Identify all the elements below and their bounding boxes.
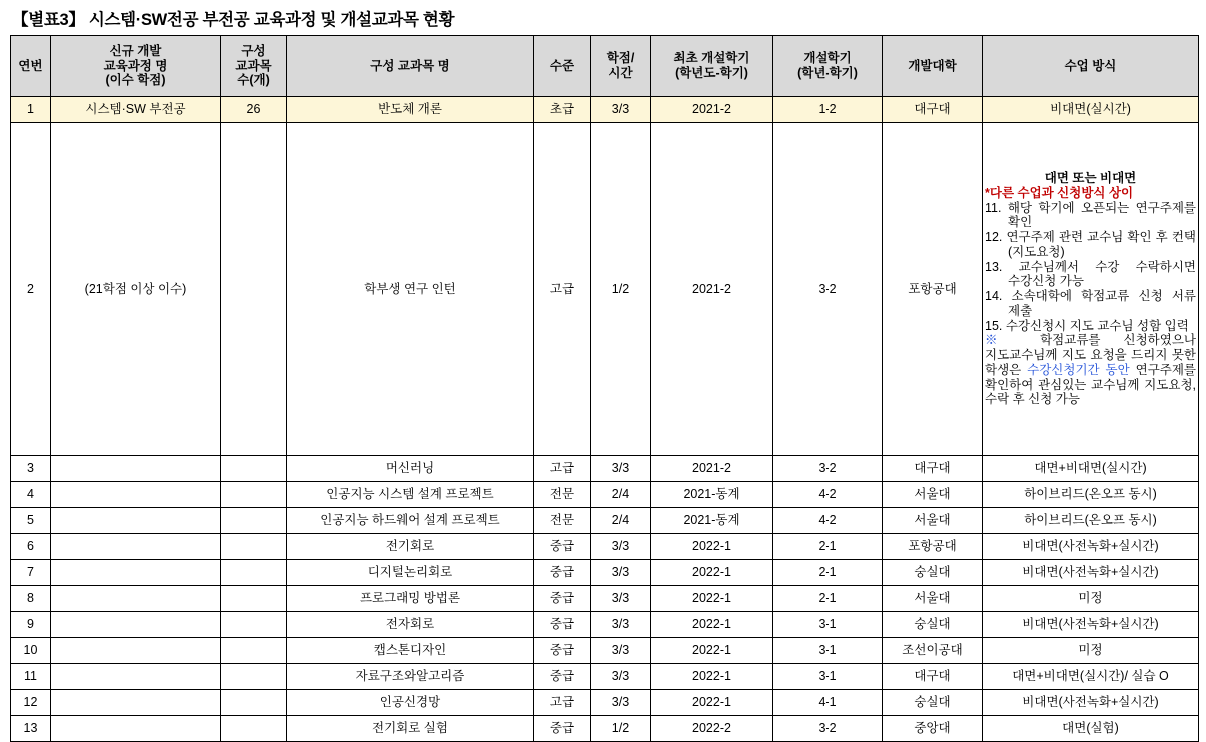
cell-credit: 3/3 [591,586,651,612]
cell-first-term: 2021-동계 [651,482,773,508]
table-row [11,664,1199,690]
cell-course-name: 학부생 연구 인턴 [287,123,534,456]
cell-course-name: 인공지능 하드웨어 설계 프로젝트 [287,508,534,534]
cell-level: 중급 [534,638,591,664]
cell-no: 3 [11,456,51,482]
header-line: 구성 교과목 명 [370,58,450,73]
table-row [11,612,1199,638]
header-line: (학년도-학기) [675,66,748,80]
cell-first-term: 2022-1 [651,560,773,586]
cell-first-term: 2022-1 [651,638,773,664]
cell-university: 포항공대 [883,534,983,560]
cell-course-count [221,534,287,560]
column-header-university [883,36,983,97]
cell-term: 3-1 [773,638,883,664]
cell-course-count [221,612,287,638]
cell-course-name: 디지털논리회로 [287,560,534,586]
cell-course-name: 캡스톤디자인 [287,638,534,664]
cell-course-name: 자료구조와알고리즘 [287,664,534,690]
cell-credit: 1/2 [591,716,651,742]
cell-first-term: 2022-1 [651,690,773,716]
header-line: 교과목 [235,58,272,73]
column-header-program [51,36,221,97]
cell-first-term: 2022-1 [651,664,773,690]
cell-credit: 2/4 [591,508,651,534]
header-line: 연번 [18,58,43,73]
table-row [11,456,1199,482]
cell-term: 3-1 [773,612,883,638]
cell-level: 중급 [534,716,591,742]
column-header-course-count [221,36,287,97]
cell-level: 중급 [534,586,591,612]
cell-course-count [221,586,287,612]
cell-university: 서울대 [883,482,983,508]
cell-course-count: 26 [221,97,287,123]
cell-program [51,612,221,638]
header-line: 수업 방식 [1064,58,1117,73]
cell-first-term: 2021-2 [651,97,773,123]
cell-level: 고급 [534,456,591,482]
cell-university: 숭실대 [883,690,983,716]
column-header-term [773,36,883,97]
cell-program: (21학점 이상 이수) [51,123,221,456]
header-line: 개설학기 [803,51,852,66]
cell-term: 2-1 [773,586,883,612]
table-header-row [11,36,1199,97]
cell-program: 시스템·SW 부전공 [51,97,221,123]
curriculum-table [10,35,1199,742]
header-line: 구성 [241,43,266,58]
method-steps [985,201,1196,334]
table-body [11,97,1199,742]
cell-term: 4-2 [773,508,883,534]
cell-course-count [221,560,287,586]
cell-university: 숭실대 [883,560,983,586]
cell-course-name: 인공지능 시스템 설계 프로젝트 [287,482,534,508]
cell-term: 3-1 [773,664,883,690]
header-line: 신규 개발 [109,43,162,58]
cell-method: 하이브리드(온오프 동시) [983,482,1199,508]
column-header-method [983,36,1199,97]
cell-method: 대면+비대면(실시간)/ 실습 O [983,664,1199,690]
cell-term: 2-1 [773,560,883,586]
cell-level: 중급 [534,560,591,586]
cell-program [51,508,221,534]
cell-program [51,638,221,664]
cell-level: 고급 [534,690,591,716]
cell-university: 중앙대 [883,716,983,742]
cell-level: 전문 [534,482,591,508]
cell-program [51,690,221,716]
header-line: 수(개) [237,73,270,88]
cell-method: 미정 [983,638,1199,664]
cell-program [51,534,221,560]
cell-no: 8 [11,586,51,612]
cell-course-count [221,638,287,664]
cell-method: 하이브리드(온오프 동시) [983,508,1199,534]
cell-course-name: 머신러닝 [287,456,534,482]
cell-credit: 3/3 [591,560,651,586]
cell-method: 미정 [983,586,1199,612]
cell-university: 포항공대 [883,123,983,456]
cell-first-term: 2022-1 [651,612,773,638]
cell-level: 고급 [534,123,591,456]
method-title: 대면 또는 비대면 [1044,171,1137,185]
cell-course-name: 인공신경망 [287,690,534,716]
table-header [11,36,1199,97]
header-line: 수준 [549,58,575,73]
cell-method: 비대면(실시간) [983,97,1199,123]
cell-level: 전문 [534,508,591,534]
table-row [11,97,1199,123]
header-line: 학점/ [606,51,635,66]
cell-course-count [221,716,287,742]
method-step: 11. 해당 학기에 오픈되는 연구주제를 확인 [985,200,1196,230]
cell-course-name: 프로그래밍 방법론 [287,586,534,612]
cell-program [51,664,221,690]
method-note [985,333,1196,407]
cell-no: 9 [11,612,51,638]
cell-term: 3-2 [773,123,883,456]
cell-no: 11 [11,664,51,690]
method-warning: *다른 수업과 신청방식 상이 [985,185,1134,200]
cell-no: 1 [11,97,51,123]
method-step: 13. 교수님께서 수강 수락하시면 수강신청 가능 [985,259,1196,289]
cell-program [51,586,221,612]
cell-method-detail [983,123,1199,456]
method-step: 14. 소속대학에 학점교류 신청 서류 제출 [985,289,1196,318]
cell-first-term: 2022-1 [651,534,773,560]
cell-method: 비대면(사전녹화+실시간) [983,560,1199,586]
cell-method: 대면(실험) [983,716,1199,742]
cell-method: 비대면(사전녹화+실시간) [983,534,1199,560]
table-row [11,534,1199,560]
cell-university: 숭실대 [883,612,983,638]
cell-no: 12 [11,690,51,716]
cell-credit: 3/3 [591,534,651,560]
cell-credit: 3/3 [591,612,651,638]
table-row [11,482,1199,508]
cell-term: 2-1 [773,534,883,560]
cell-credit: 3/3 [591,456,651,482]
table-row [11,508,1199,534]
cell-term: 4-1 [773,690,883,716]
cell-program [51,560,221,586]
note-marker: ※ [985,333,1041,348]
cell-no: 7 [11,560,51,586]
column-header-level [534,36,591,97]
cell-course-name: 전자회로 [287,612,534,638]
cell-no: 2 [11,123,51,456]
cell-first-term: 2021-동계 [651,508,773,534]
page-title: 【별표3】 시스템·SW전공 부전공 교육과정 및 개설교과목 현황 [12,11,455,29]
method-step: 12. 연구주제 관련 교수님 확인 후 컨택(지도요청) [985,230,1196,259]
cell-level: 중급 [534,612,591,638]
table-row [11,638,1199,664]
table-row [11,560,1199,586]
note-text-highlight: 수강신청기간 동안 [1027,362,1130,377]
cell-level: 중급 [534,664,591,690]
table-row [11,123,1199,456]
column-header-no [11,36,51,97]
note-text: 학점교류를 신청하였으나 지도교수님께 지도 요청을 드리지 못한 학생은 [985,333,1196,377]
column-header-first-term [651,36,773,97]
cell-course-name: 반도체 개론 [287,97,534,123]
cell-no: 13 [11,716,51,742]
cell-first-term: 2022-2 [651,716,773,742]
cell-course-count [221,690,287,716]
note-text: 연구주제를 확인하여 관심있는 교수님께 지도요청, 수락 후 신청 가능 [985,362,1196,407]
cell-university: 대구대 [883,97,983,123]
cell-university: 서울대 [883,508,983,534]
cell-first-term: 2021-2 [651,123,773,456]
header-line: (학년-학기) [797,66,858,80]
cell-first-term: 2021-2 [651,456,773,482]
cell-credit: 3/3 [591,97,651,123]
cell-method: 대면+비대면(실시간) [983,456,1199,482]
table-row [11,690,1199,716]
header-line: 최초 개설학기 [673,51,750,66]
cell-level: 중급 [534,534,591,560]
cell-program [51,482,221,508]
cell-course-name: 전기회로 실험 [287,716,534,742]
cell-credit: 1/2 [591,123,651,456]
cell-university: 서울대 [883,586,983,612]
cell-university: 대구대 [883,456,983,482]
cell-term: 1-2 [773,97,883,123]
cell-level: 초급 [534,97,591,123]
cell-credit: 3/3 [591,690,651,716]
cell-university: 대구대 [883,664,983,690]
cell-credit: 3/3 [591,664,651,690]
cell-program [51,716,221,742]
header-line: 개발대학 [908,58,957,73]
cell-method: 비대면(사전녹화+실시간) [983,690,1199,716]
table-row [11,586,1199,612]
cell-credit: 3/3 [591,638,651,664]
cell-credit: 2/4 [591,482,651,508]
cell-course-count [221,508,287,534]
table-row [11,716,1199,742]
method-step: 15. 수강신청시 지도 교수님 성함 입력 [985,318,1189,333]
cell-method: 비대면(사전녹화+실시간) [983,612,1199,638]
cell-course-count [221,123,287,456]
header-line: 교육과정 명 [103,58,168,73]
cell-no: 6 [11,534,51,560]
cell-program [51,456,221,482]
cell-term: 3-2 [773,716,883,742]
cell-course-count [221,456,287,482]
cell-course-count [221,482,287,508]
cell-no: 4 [11,482,51,508]
cell-course-name: 전기회로 [287,534,534,560]
column-header-credit [591,36,651,97]
cell-term: 4-2 [773,482,883,508]
cell-first-term: 2022-1 [651,586,773,612]
cell-term: 3-2 [773,456,883,482]
column-header-course-name [287,36,534,97]
cell-no: 10 [11,638,51,664]
cell-course-count [221,664,287,690]
cell-university: 조선이공대 [883,638,983,664]
header-line: (이수 학점) [105,73,166,88]
cell-no: 5 [11,508,51,534]
header-line: 시간 [608,66,633,80]
